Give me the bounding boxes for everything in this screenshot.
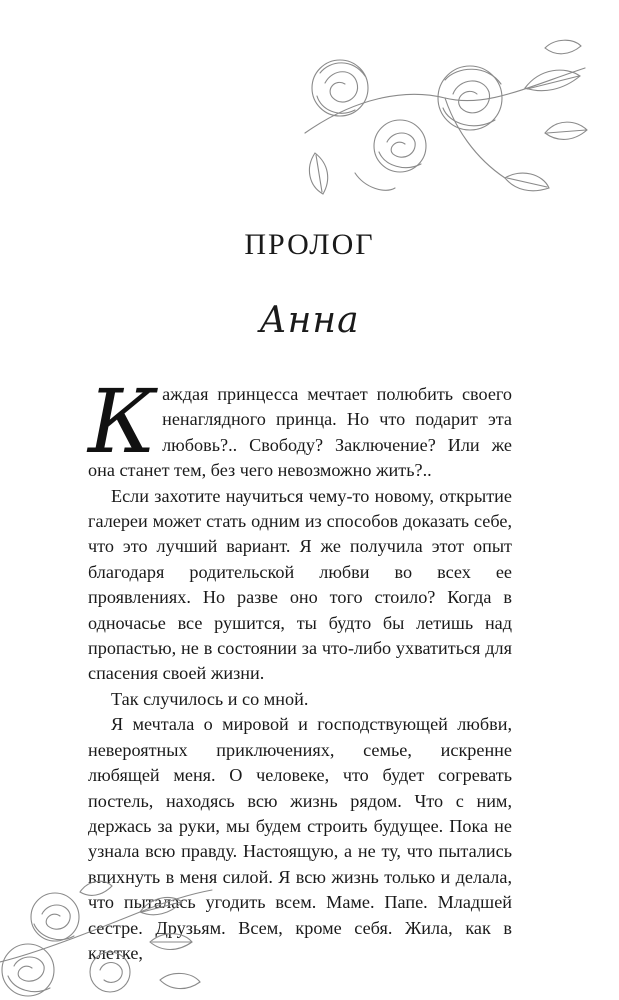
paragraph-3: Так случилось и со мной. (111, 688, 309, 709)
chapter-title: ПРОЛОГ (244, 228, 375, 261)
drop-cap: К (88, 370, 157, 473)
paragraph-1-text: аждая принцесса мечтает полюбить своего ненаглядного принца. Но что подарит эта любовь?.. Свободу? Заключение? Или же она станет тем, без чего невозможно жить?.. (88, 384, 512, 481)
rose-ornament-top-icon (295, 28, 595, 203)
rose-ornament-bottom-icon (0, 872, 215, 1000)
chapter-subtitle: Анна (259, 300, 360, 341)
paragraph-4: Я мечтала о мировой и господствующей любви, невероятных приключениях, семье, искренне любящей меня. О человеке, что будет согревать постель, находясь всю жизнь рядом. Что с ним, держась за руки, мы будем строить будущее. Пока не узнала всю правду. Настоящую, а не ту, что пытались впихнуть в меня силой. Я всю жизнь только и делала, что пыталась угодить всем. Маме. Папе. Младшей сестре. Друзьям. Всем, кроме себя. Жила, как в клетке, (88, 714, 512, 963)
paragraph-2: Если захотите научиться чему-то новому, открытие галереи может стать одним из способов доказать себе, что это лучший вариант. Я же получила этот опыт благодаря родительской любви во всех ее проявлениях. Но разве оно того стоило? Когда в одночасье все рушится, ты будто бы летишь над пропастью, не в состоянии за что-либо ухватиться для спасения своей жизни. (88, 485, 512, 684)
paragraph-1 (88, 370, 512, 484)
